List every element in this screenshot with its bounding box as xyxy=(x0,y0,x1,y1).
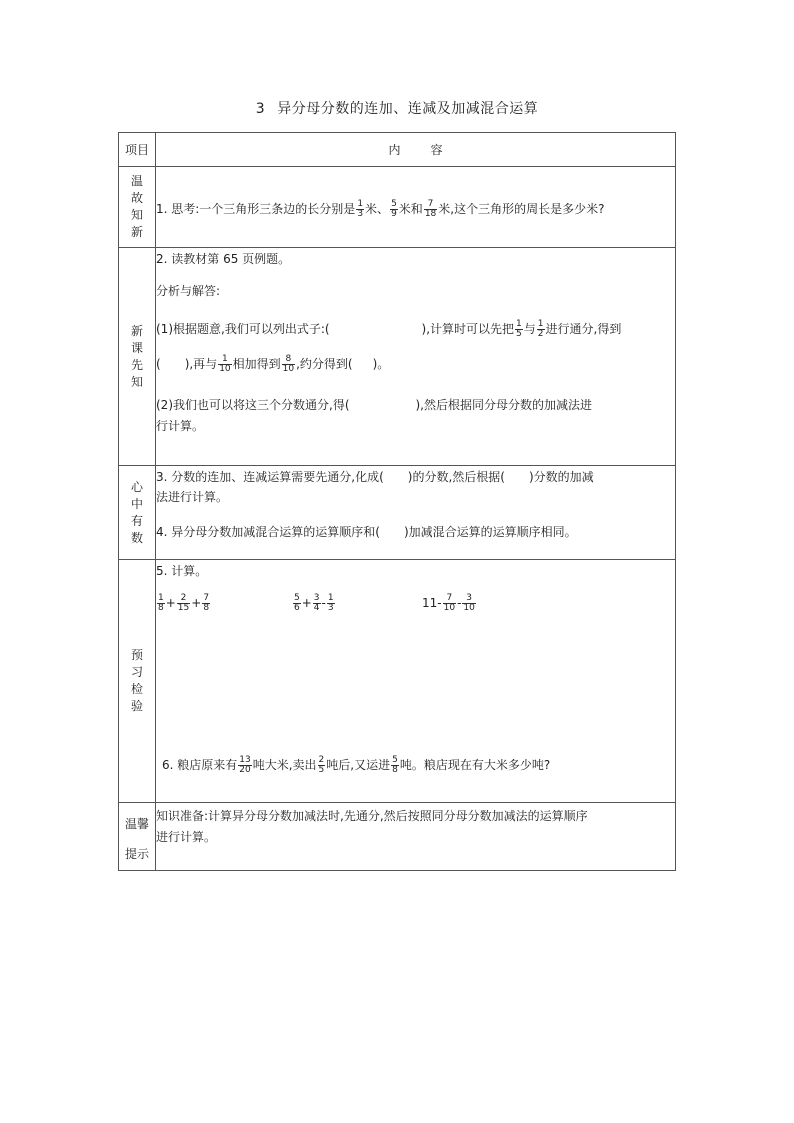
q1-suffix: 米,这个三角形的周长是多少米? xyxy=(438,201,605,216)
worksheet-table xyxy=(118,132,676,871)
q2-part1: (1)根据题意,我们可以列出式子:( ),计算时可以先把 $\frac{1}{5}$ 与 $\frac{1}{2}$ 进行通分,得到 xyxy=(156,319,622,339)
page-title xyxy=(0,98,794,118)
section-char: 心 xyxy=(130,479,143,494)
tip-line2: 进行计算。 xyxy=(156,830,217,844)
header-content-a: 内 xyxy=(388,143,401,157)
fraction: $\frac{1}{2}$ xyxy=(537,319,544,339)
section-char: 知 xyxy=(130,374,143,389)
q2-part2: (2)我们也可以将这三个分数通分,得( ),然后根据同分母分数的加减法进 xyxy=(156,398,592,412)
q5-expr-3: 11- $\frac{7}{10}$ - $\frac{3}{10}$ xyxy=(422,593,475,613)
q3-line2: 法进行计算。 xyxy=(156,490,229,504)
q4-line: 4. 异分母分数加减混合运算的运算顺序和( )加减混合运算的运算顺序相同。 xyxy=(156,525,577,539)
section-review xyxy=(119,167,156,248)
header-item-label: 项目 xyxy=(124,143,149,157)
section-char: 知 xyxy=(130,208,143,222)
question-2 xyxy=(156,248,676,466)
fraction: $\frac{5}{9}$ xyxy=(391,198,397,219)
tip-content xyxy=(156,803,676,871)
section-char: 验 xyxy=(130,699,143,713)
fraction: $\frac{1}{10}$ xyxy=(219,354,231,374)
section-char: 中 xyxy=(130,496,143,511)
question-3-4 xyxy=(156,466,676,560)
section-char: 有 xyxy=(130,513,143,528)
title-number: 3 xyxy=(255,101,266,117)
section-preview xyxy=(119,248,156,466)
section-char: 课 xyxy=(130,340,143,355)
q5-label: 5. 计算。 xyxy=(156,564,208,578)
section-char: 新 xyxy=(130,323,143,338)
fraction: $\frac{7}{18}$ xyxy=(424,198,437,219)
header-content-b: 容 xyxy=(430,143,443,157)
header-content xyxy=(156,133,676,167)
section-char: 提示 xyxy=(124,847,149,861)
q1-prefix: 1. 思考:一个三角形三条边的长分别是 xyxy=(156,201,356,216)
q3-line1: 3. 分数的连加、连减运算需要先通分,化成( )的分数,然后根据( )分数的加减 xyxy=(156,470,594,484)
q1-unit: 米、 xyxy=(365,201,390,216)
section-char: 温馨 xyxy=(124,817,149,831)
section-check xyxy=(119,560,156,803)
header-item xyxy=(119,133,156,167)
section-char: 先 xyxy=(130,357,143,372)
section-char: 检 xyxy=(130,682,143,696)
fraction: $\frac{8}{10}$ xyxy=(282,354,295,374)
section-summary xyxy=(119,466,156,560)
question-1 xyxy=(156,167,676,248)
section-tip xyxy=(119,803,156,871)
tip-line1: 知识准备:计算异分母分数加减法时,先通分,然后按照同分母分数加减法的运算顺序 xyxy=(156,809,588,823)
q2-part2-cont: 行计算。 xyxy=(156,419,205,433)
q6-line: 6. 粮店原来有 $\frac{13}{20}$ 吨大米,卖出 $\frac{2}{5}$ 吨后,又运进 $\frac{5}{8}$ 吨。粮店现在有大米多少吨? xyxy=(162,755,551,775)
title-text: 异分母分数的连加、连减及加减混合运算 xyxy=(277,101,539,117)
q5-expr-2: $\frac{5}{6}$ + $\frac{3}{4}$ - $\frac{1}{3}$ xyxy=(294,593,334,613)
section-char: 数 xyxy=(130,530,143,545)
section-char: 温 xyxy=(130,174,143,188)
q5-expressions xyxy=(156,594,675,624)
question-5-6 xyxy=(156,560,676,803)
section-char: 预 xyxy=(130,648,143,662)
q1-unit: 米和 xyxy=(398,201,423,216)
section-char: 习 xyxy=(130,665,143,679)
q2-part1-cont: ( ),再与 $\frac{1}{10}$ 相加得到 $\frac{8}{10}$ ,约分得到( )。 xyxy=(156,354,390,374)
q5-expr-1: $\frac{1}{8}$ + $\frac{2}{15}$ + $\frac{7}{8}$ xyxy=(158,593,210,613)
section-char: 故 xyxy=(130,191,143,205)
fraction: $\frac{1}{5}$ xyxy=(516,319,522,339)
section-char: 新 xyxy=(130,225,143,239)
fraction: $\frac{1}{3}$ xyxy=(357,198,364,219)
q2-line2: 分析与解答: xyxy=(156,284,221,298)
q2-line1: 2. 读教材第 65 页例题。 xyxy=(156,252,291,266)
